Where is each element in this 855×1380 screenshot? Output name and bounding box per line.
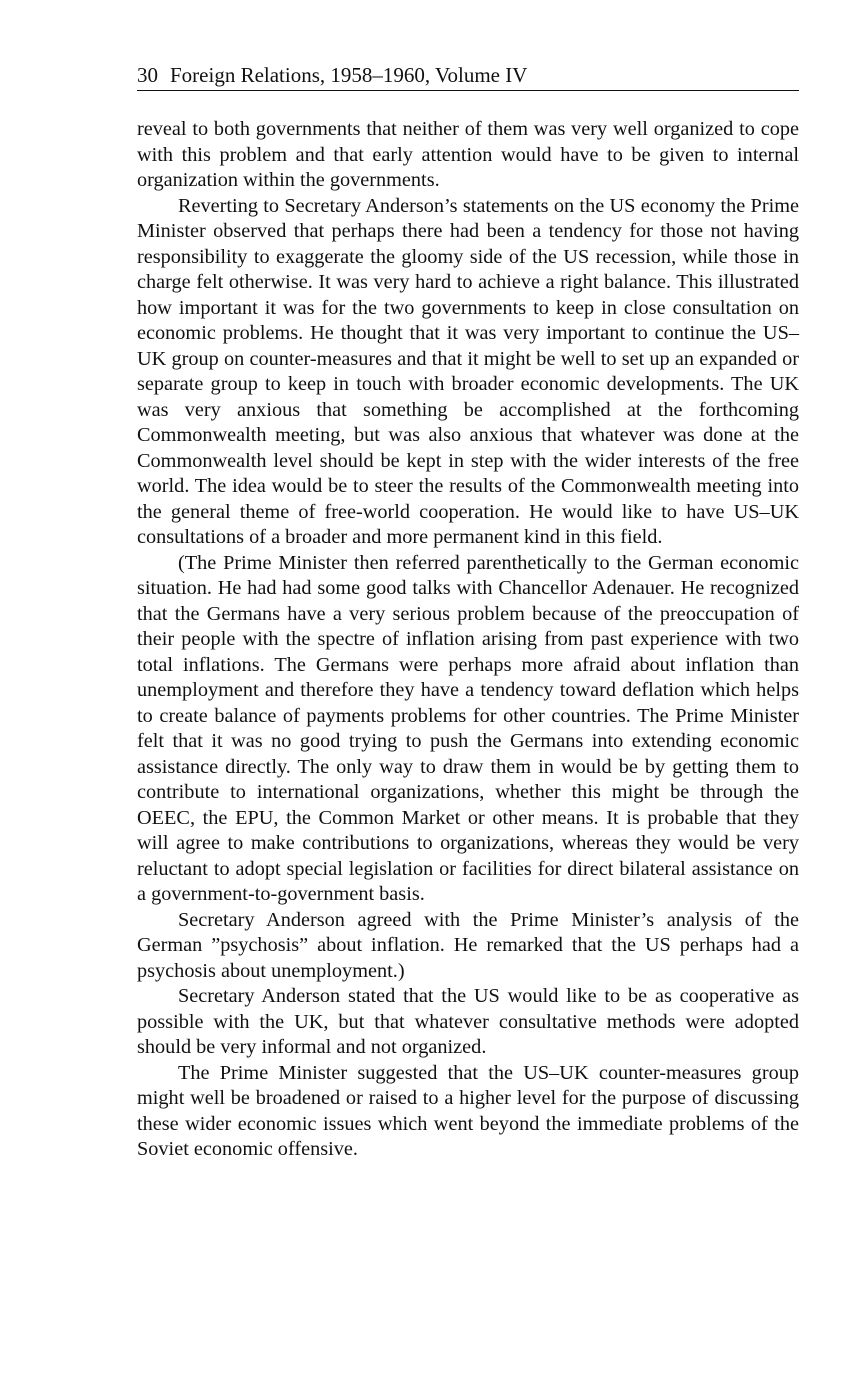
paragraph: Secretary Anderson stated that the US would like to be as cooperative as possible with the UK, but that whatever consultative methods were adopted should be very informal and not organized. — [137, 985, 799, 1058]
paragraph: Reverting to Secretary Anderson’s statements on the US economy the Prime Minister observed that perhaps there had been a tendency for those not having responsibility to exaggerate the gloomy side of the US recession, while those in charge felt otherwise. It was very hard to achieve a right balance. This illustrated how important it was for the two governments to keep in close consultation on economic problems. He thought that it was very important to continue the US–UK group on counter-measures and that it might be well to set up an expanded or separate group to keep in touch with broader economic developments. The UK was very anxious that something be accomplished at the forthcoming Commonwealth meeting, but was also anxious that whatever was done at the Commonwealth level should be kept in step with the wider interests of the free world. The idea would be to steer the results of the Commonwealth meeting into the general theme of free-world cooperation. He would like to have US–UK consultations of a broader and more permanent kind in this field. — [137, 194, 799, 548]
running-header — [137, 62, 799, 91]
page-number: 30 — [137, 63, 158, 87]
body-text — [137, 117, 799, 1163]
document-page — [137, 62, 799, 1163]
paragraph: The Prime Minister suggested that the US–UK counter-measures group might well be broadened or raised to a higher level for the purpose of discussing these wider economic issues which went beyond the immediate problems of the Soviet economic offensive. — [137, 1061, 799, 1160]
paragraph: reveal to both governments that neither of them was very well organized to cope with this problem and that early attention would have to be given to internal organization within the governments. — [137, 118, 799, 191]
paragraph: Secretary Anderson agreed with the Prime Minister’s analysis of the German ”psychosis” about inflation. He remarked that the US perhaps had a psychosis about unemployment.) — [137, 908, 799, 982]
paragraph: (The Prime Minister then referred parenthetically to the German economic situation. He had had some good talks with Chancellor Adenauer. He recognized that the Germans have a very serious problem because of the preoccupation of their people with the spectre of inflation arising from past experience with two total inflations. The Germans were perhaps more afraid about inflation than unemployment and therefore they have a tendency toward deflation which helps to create balance of payments problems for other countries. The Prime Minister felt that it was no good trying to push the Germans into extending economic assistance directly. The only way to draw them in would be by getting them to contribute to international organizations, whether this might be through the OEEC, the EPU, the Common Market or other means. It is probable that they will agree to make contributions to organizations, whereas they would be very reluctant to adopt special legislation or facilities for direct bilateral assistance on a government-to-government basis. — [137, 551, 799, 905]
running-title: Foreign Relations, 1958–1960, Volume IV — [170, 63, 528, 87]
